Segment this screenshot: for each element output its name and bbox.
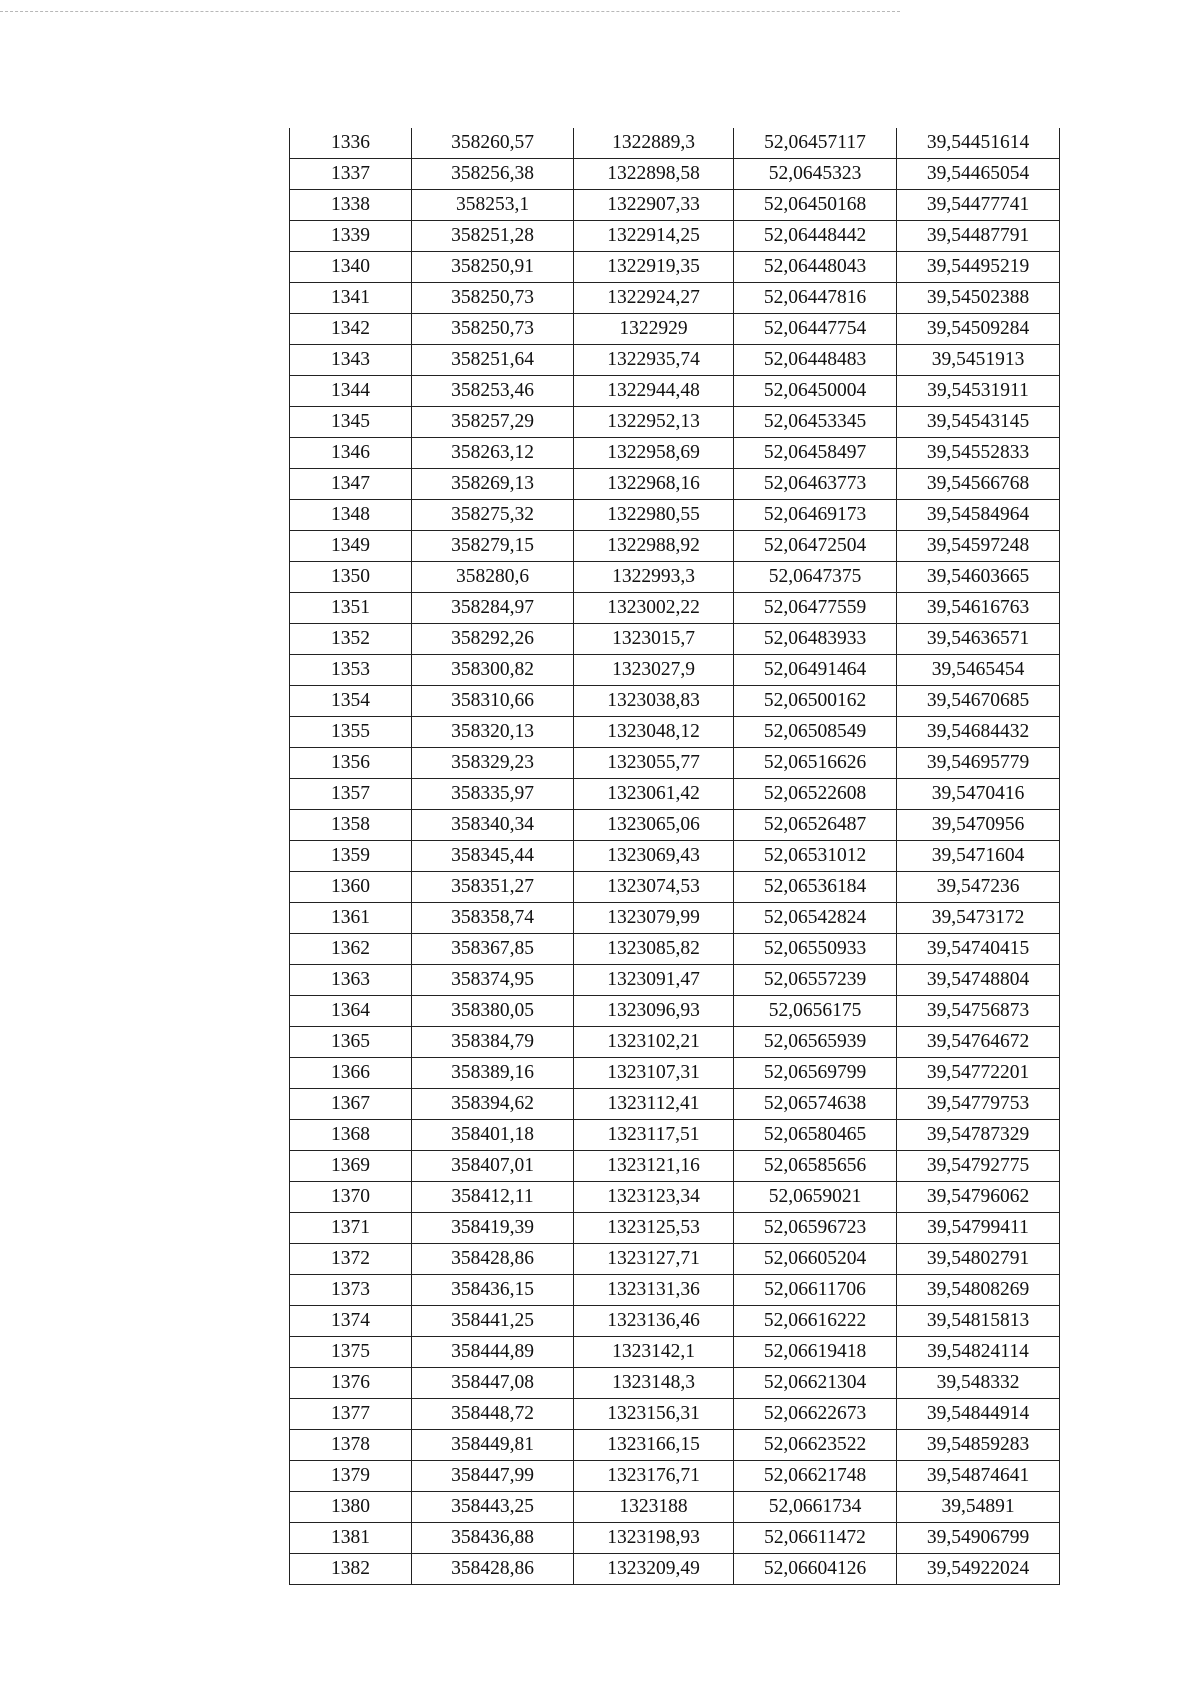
point-number-cell: 1362 bbox=[290, 934, 412, 965]
table-row bbox=[290, 407, 1060, 438]
table-row bbox=[290, 686, 1060, 717]
x-coordinate-cell: 358253,46 bbox=[412, 376, 574, 407]
latitude-cell: 52,06621304 bbox=[734, 1368, 897, 1399]
point-number-cell: 1341 bbox=[290, 283, 412, 314]
coordinates-table bbox=[289, 128, 1060, 1585]
latitude-cell: 52,06557239 bbox=[734, 965, 897, 996]
x-coordinate-cell: 358389,16 bbox=[412, 1058, 574, 1089]
latitude-cell: 52,0659021 bbox=[734, 1182, 897, 1213]
y-coordinate-cell: 1322919,35 bbox=[574, 252, 734, 283]
table-row bbox=[290, 376, 1060, 407]
table-row bbox=[290, 779, 1060, 810]
latitude-cell: 52,06516626 bbox=[734, 748, 897, 779]
longitude-cell: 39,54603665 bbox=[897, 562, 1060, 593]
table-row bbox=[290, 438, 1060, 469]
x-coordinate-cell: 358253,1 bbox=[412, 190, 574, 221]
x-coordinate-cell: 358280,6 bbox=[412, 562, 574, 593]
point-number-cell: 1344 bbox=[290, 376, 412, 407]
x-coordinate-cell: 358250,73 bbox=[412, 314, 574, 345]
table-row bbox=[290, 283, 1060, 314]
y-coordinate-cell: 1322929 bbox=[574, 314, 734, 345]
y-coordinate-cell: 1323176,71 bbox=[574, 1461, 734, 1492]
point-number-cell: 1355 bbox=[290, 717, 412, 748]
longitude-cell: 39,54695779 bbox=[897, 748, 1060, 779]
x-coordinate-cell: 358428,86 bbox=[412, 1554, 574, 1585]
longitude-cell: 39,54796062 bbox=[897, 1182, 1060, 1213]
x-coordinate-cell: 358380,05 bbox=[412, 996, 574, 1027]
point-number-cell: 1374 bbox=[290, 1306, 412, 1337]
x-coordinate-cell: 358279,15 bbox=[412, 531, 574, 562]
point-number-cell: 1361 bbox=[290, 903, 412, 934]
point-number-cell: 1369 bbox=[290, 1151, 412, 1182]
point-number-cell: 1353 bbox=[290, 655, 412, 686]
table-row bbox=[290, 841, 1060, 872]
y-coordinate-cell: 1323117,51 bbox=[574, 1120, 734, 1151]
table-row bbox=[290, 159, 1060, 190]
x-coordinate-cell: 358394,62 bbox=[412, 1089, 574, 1120]
point-number-cell: 1360 bbox=[290, 872, 412, 903]
x-coordinate-cell: 358329,23 bbox=[412, 748, 574, 779]
y-coordinate-cell: 1323107,31 bbox=[574, 1058, 734, 1089]
x-coordinate-cell: 358447,99 bbox=[412, 1461, 574, 1492]
longitude-cell: 39,54874641 bbox=[897, 1461, 1060, 1492]
y-coordinate-cell: 1323069,43 bbox=[574, 841, 734, 872]
point-number-cell: 1337 bbox=[290, 159, 412, 190]
latitude-cell: 52,06448483 bbox=[734, 345, 897, 376]
table-row bbox=[290, 965, 1060, 996]
table-row bbox=[290, 562, 1060, 593]
table-row bbox=[290, 810, 1060, 841]
point-number-cell: 1372 bbox=[290, 1244, 412, 1275]
y-coordinate-cell: 1322980,55 bbox=[574, 500, 734, 531]
x-coordinate-cell: 358310,66 bbox=[412, 686, 574, 717]
longitude-cell: 39,54531911 bbox=[897, 376, 1060, 407]
longitude-cell: 39,54740415 bbox=[897, 934, 1060, 965]
longitude-cell: 39,54477741 bbox=[897, 190, 1060, 221]
longitude-cell: 39,54792775 bbox=[897, 1151, 1060, 1182]
y-coordinate-cell: 1322914,25 bbox=[574, 221, 734, 252]
longitude-cell: 39,54922024 bbox=[897, 1554, 1060, 1585]
x-coordinate-cell: 358250,91 bbox=[412, 252, 574, 283]
table-row bbox=[290, 1306, 1060, 1337]
y-coordinate-cell: 1322958,69 bbox=[574, 438, 734, 469]
point-number-cell: 1345 bbox=[290, 407, 412, 438]
table-row bbox=[290, 221, 1060, 252]
longitude-cell: 39,54824114 bbox=[897, 1337, 1060, 1368]
point-number-cell: 1371 bbox=[290, 1213, 412, 1244]
point-number-cell: 1364 bbox=[290, 996, 412, 1027]
x-coordinate-cell: 358384,79 bbox=[412, 1027, 574, 1058]
table-row bbox=[290, 500, 1060, 531]
x-coordinate-cell: 358436,88 bbox=[412, 1523, 574, 1554]
latitude-cell: 52,06472504 bbox=[734, 531, 897, 562]
x-coordinate-cell: 358443,25 bbox=[412, 1492, 574, 1523]
x-coordinate-cell: 358367,85 bbox=[412, 934, 574, 965]
x-coordinate-cell: 358444,89 bbox=[412, 1337, 574, 1368]
point-number-cell: 1350 bbox=[290, 562, 412, 593]
latitude-cell: 52,06448442 bbox=[734, 221, 897, 252]
x-coordinate-cell: 358407,01 bbox=[412, 1151, 574, 1182]
table-row bbox=[290, 1430, 1060, 1461]
x-coordinate-cell: 358358,74 bbox=[412, 903, 574, 934]
longitude-cell: 39,54584964 bbox=[897, 500, 1060, 531]
x-coordinate-cell: 358251,28 bbox=[412, 221, 574, 252]
table-row bbox=[290, 1523, 1060, 1554]
latitude-cell: 52,06491464 bbox=[734, 655, 897, 686]
latitude-cell: 52,06604126 bbox=[734, 1554, 897, 1585]
table-row bbox=[290, 1244, 1060, 1275]
latitude-cell: 52,06580465 bbox=[734, 1120, 897, 1151]
x-coordinate-cell: 358345,44 bbox=[412, 841, 574, 872]
longitude-cell: 39,54566768 bbox=[897, 469, 1060, 500]
latitude-cell: 52,06611706 bbox=[734, 1275, 897, 1306]
x-coordinate-cell: 358340,34 bbox=[412, 810, 574, 841]
table-row bbox=[290, 1399, 1060, 1430]
longitude-cell: 39,54684432 bbox=[897, 717, 1060, 748]
x-coordinate-cell: 358449,81 bbox=[412, 1430, 574, 1461]
latitude-cell: 52,06526487 bbox=[734, 810, 897, 841]
longitude-cell: 39,54764672 bbox=[897, 1027, 1060, 1058]
table-row bbox=[290, 1120, 1060, 1151]
y-coordinate-cell: 1323027,9 bbox=[574, 655, 734, 686]
latitude-cell: 52,06536184 bbox=[734, 872, 897, 903]
latitude-cell: 52,06450168 bbox=[734, 190, 897, 221]
y-coordinate-cell: 1322898,58 bbox=[574, 159, 734, 190]
table-row bbox=[290, 934, 1060, 965]
y-coordinate-cell: 1323091,47 bbox=[574, 965, 734, 996]
point-number-cell: 1349 bbox=[290, 531, 412, 562]
table-row bbox=[290, 1213, 1060, 1244]
table-row bbox=[290, 1461, 1060, 1492]
table-row bbox=[290, 190, 1060, 221]
x-coordinate-cell: 358300,82 bbox=[412, 655, 574, 686]
table-row bbox=[290, 593, 1060, 624]
longitude-cell: 39,54799411 bbox=[897, 1213, 1060, 1244]
y-coordinate-cell: 1323188 bbox=[574, 1492, 734, 1523]
y-coordinate-cell: 1323055,77 bbox=[574, 748, 734, 779]
point-number-cell: 1376 bbox=[290, 1368, 412, 1399]
point-number-cell: 1356 bbox=[290, 748, 412, 779]
table-row bbox=[290, 345, 1060, 376]
longitude-cell: 39,54748804 bbox=[897, 965, 1060, 996]
table-row bbox=[290, 252, 1060, 283]
table-row bbox=[290, 717, 1060, 748]
latitude-cell: 52,06622673 bbox=[734, 1399, 897, 1430]
table-row bbox=[290, 1027, 1060, 1058]
point-number-cell: 1343 bbox=[290, 345, 412, 376]
x-coordinate-cell: 358374,95 bbox=[412, 965, 574, 996]
table-row bbox=[290, 996, 1060, 1027]
x-coordinate-cell: 358335,97 bbox=[412, 779, 574, 810]
point-number-cell: 1340 bbox=[290, 252, 412, 283]
longitude-cell: 39,54756873 bbox=[897, 996, 1060, 1027]
longitude-cell: 39,54495219 bbox=[897, 252, 1060, 283]
y-coordinate-cell: 1323198,93 bbox=[574, 1523, 734, 1554]
table-row bbox=[290, 748, 1060, 779]
x-coordinate-cell: 358256,38 bbox=[412, 159, 574, 190]
point-number-cell: 1342 bbox=[290, 314, 412, 345]
table-row bbox=[290, 1182, 1060, 1213]
longitude-cell: 39,5465454 bbox=[897, 655, 1060, 686]
y-coordinate-cell: 1323085,82 bbox=[574, 934, 734, 965]
longitude-cell: 39,54509284 bbox=[897, 314, 1060, 345]
latitude-cell: 52,06469173 bbox=[734, 500, 897, 531]
longitude-cell: 39,54451614 bbox=[897, 128, 1060, 159]
y-coordinate-cell: 1323074,53 bbox=[574, 872, 734, 903]
longitude-cell: 39,54597248 bbox=[897, 531, 1060, 562]
latitude-cell: 52,06483933 bbox=[734, 624, 897, 655]
y-coordinate-cell: 1322993,3 bbox=[574, 562, 734, 593]
table-row bbox=[290, 531, 1060, 562]
longitude-cell: 39,54815813 bbox=[897, 1306, 1060, 1337]
latitude-cell: 52,06569799 bbox=[734, 1058, 897, 1089]
latitude-cell: 52,06550933 bbox=[734, 934, 897, 965]
point-number-cell: 1378 bbox=[290, 1430, 412, 1461]
point-number-cell: 1375 bbox=[290, 1337, 412, 1368]
point-number-cell: 1338 bbox=[290, 190, 412, 221]
latitude-cell: 52,06450004 bbox=[734, 376, 897, 407]
longitude-cell: 39,54906799 bbox=[897, 1523, 1060, 1554]
x-coordinate-cell: 358250,73 bbox=[412, 283, 574, 314]
x-coordinate-cell: 358447,08 bbox=[412, 1368, 574, 1399]
y-coordinate-cell: 1323127,71 bbox=[574, 1244, 734, 1275]
y-coordinate-cell: 1323166,15 bbox=[574, 1430, 734, 1461]
latitude-cell: 52,0661734 bbox=[734, 1492, 897, 1523]
point-number-cell: 1377 bbox=[290, 1399, 412, 1430]
point-number-cell: 1368 bbox=[290, 1120, 412, 1151]
y-coordinate-cell: 1322924,27 bbox=[574, 283, 734, 314]
point-number-cell: 1346 bbox=[290, 438, 412, 469]
x-coordinate-cell: 358251,64 bbox=[412, 345, 574, 376]
longitude-cell: 39,54616763 bbox=[897, 593, 1060, 624]
scan-edge-line bbox=[0, 11, 900, 12]
y-coordinate-cell: 1323142,1 bbox=[574, 1337, 734, 1368]
point-number-cell: 1352 bbox=[290, 624, 412, 655]
latitude-cell: 52,06605204 bbox=[734, 1244, 897, 1275]
point-number-cell: 1347 bbox=[290, 469, 412, 500]
longitude-cell: 39,54802791 bbox=[897, 1244, 1060, 1275]
x-coordinate-cell: 358284,97 bbox=[412, 593, 574, 624]
longitude-cell: 39,5451913 bbox=[897, 345, 1060, 376]
x-coordinate-cell: 358412,11 bbox=[412, 1182, 574, 1213]
longitude-cell: 39,54779753 bbox=[897, 1089, 1060, 1120]
y-coordinate-cell: 1323123,34 bbox=[574, 1182, 734, 1213]
y-coordinate-cell: 1323209,49 bbox=[574, 1554, 734, 1585]
latitude-cell: 52,06447754 bbox=[734, 314, 897, 345]
longitude-cell: 39,54772201 bbox=[897, 1058, 1060, 1089]
point-number-cell: 1373 bbox=[290, 1275, 412, 1306]
y-coordinate-cell: 1323156,31 bbox=[574, 1399, 734, 1430]
longitude-cell: 39,5470956 bbox=[897, 810, 1060, 841]
y-coordinate-cell: 1322889,3 bbox=[574, 128, 734, 159]
longitude-cell: 39,5473172 bbox=[897, 903, 1060, 934]
latitude-cell: 52,06448043 bbox=[734, 252, 897, 283]
x-coordinate-cell: 358448,72 bbox=[412, 1399, 574, 1430]
x-coordinate-cell: 358441,25 bbox=[412, 1306, 574, 1337]
coordinates-table-body bbox=[290, 128, 1060, 1585]
latitude-cell: 52,06458497 bbox=[734, 438, 897, 469]
y-coordinate-cell: 1323079,99 bbox=[574, 903, 734, 934]
latitude-cell: 52,06447816 bbox=[734, 283, 897, 314]
x-coordinate-cell: 358257,29 bbox=[412, 407, 574, 438]
y-coordinate-cell: 1323015,7 bbox=[574, 624, 734, 655]
point-number-cell: 1367 bbox=[290, 1089, 412, 1120]
x-coordinate-cell: 358436,15 bbox=[412, 1275, 574, 1306]
x-coordinate-cell: 358260,57 bbox=[412, 128, 574, 159]
longitude-cell: 39,54502388 bbox=[897, 283, 1060, 314]
point-number-cell: 1366 bbox=[290, 1058, 412, 1089]
longitude-cell: 39,5470416 bbox=[897, 779, 1060, 810]
longitude-cell: 39,54891 bbox=[897, 1492, 1060, 1523]
y-coordinate-cell: 1323065,06 bbox=[574, 810, 734, 841]
y-coordinate-cell: 1323002,22 bbox=[574, 593, 734, 624]
point-number-cell: 1357 bbox=[290, 779, 412, 810]
longitude-cell: 39,54859283 bbox=[897, 1430, 1060, 1461]
latitude-cell: 52,06623522 bbox=[734, 1430, 897, 1461]
latitude-cell: 52,06619418 bbox=[734, 1337, 897, 1368]
x-coordinate-cell: 358263,12 bbox=[412, 438, 574, 469]
y-coordinate-cell: 1323131,36 bbox=[574, 1275, 734, 1306]
point-number-cell: 1380 bbox=[290, 1492, 412, 1523]
point-number-cell: 1354 bbox=[290, 686, 412, 717]
latitude-cell: 52,06565939 bbox=[734, 1027, 897, 1058]
latitude-cell: 52,0647375 bbox=[734, 562, 897, 593]
y-coordinate-cell: 1323136,46 bbox=[574, 1306, 734, 1337]
x-coordinate-cell: 358419,39 bbox=[412, 1213, 574, 1244]
longitude-cell: 39,54787329 bbox=[897, 1120, 1060, 1151]
longitude-cell: 39,54844914 bbox=[897, 1399, 1060, 1430]
table-row bbox=[290, 469, 1060, 500]
longitude-cell: 39,5471604 bbox=[897, 841, 1060, 872]
point-number-cell: 1379 bbox=[290, 1461, 412, 1492]
latitude-cell: 52,06453345 bbox=[734, 407, 897, 438]
table-row bbox=[290, 1058, 1060, 1089]
y-coordinate-cell: 1323061,42 bbox=[574, 779, 734, 810]
point-number-cell: 1381 bbox=[290, 1523, 412, 1554]
y-coordinate-cell: 1323048,12 bbox=[574, 717, 734, 748]
table-row bbox=[290, 1151, 1060, 1182]
longitude-cell: 39,54543145 bbox=[897, 407, 1060, 438]
table-row bbox=[290, 1492, 1060, 1523]
y-coordinate-cell: 1323125,53 bbox=[574, 1213, 734, 1244]
longitude-cell: 39,547236 bbox=[897, 872, 1060, 903]
y-coordinate-cell: 1322907,33 bbox=[574, 190, 734, 221]
latitude-cell: 52,06542824 bbox=[734, 903, 897, 934]
coordinates-table-container bbox=[289, 128, 1060, 1585]
table-row bbox=[290, 903, 1060, 934]
table-row bbox=[290, 128, 1060, 159]
point-number-cell: 1365 bbox=[290, 1027, 412, 1058]
latitude-cell: 52,0645323 bbox=[734, 159, 897, 190]
latitude-cell: 52,06477559 bbox=[734, 593, 897, 624]
point-number-cell: 1336 bbox=[290, 128, 412, 159]
point-number-cell: 1351 bbox=[290, 593, 412, 624]
latitude-cell: 52,06500162 bbox=[734, 686, 897, 717]
latitude-cell: 52,06463773 bbox=[734, 469, 897, 500]
x-coordinate-cell: 358292,26 bbox=[412, 624, 574, 655]
table-row bbox=[290, 655, 1060, 686]
x-coordinate-cell: 358275,32 bbox=[412, 500, 574, 531]
table-row bbox=[290, 872, 1060, 903]
longitude-cell: 39,54465054 bbox=[897, 159, 1060, 190]
point-number-cell: 1348 bbox=[290, 500, 412, 531]
x-coordinate-cell: 358428,86 bbox=[412, 1244, 574, 1275]
longitude-cell: 39,54636571 bbox=[897, 624, 1060, 655]
x-coordinate-cell: 358269,13 bbox=[412, 469, 574, 500]
point-number-cell: 1339 bbox=[290, 221, 412, 252]
y-coordinate-cell: 1323096,93 bbox=[574, 996, 734, 1027]
y-coordinate-cell: 1322952,13 bbox=[574, 407, 734, 438]
y-coordinate-cell: 1323038,83 bbox=[574, 686, 734, 717]
latitude-cell: 52,06616222 bbox=[734, 1306, 897, 1337]
point-number-cell: 1382 bbox=[290, 1554, 412, 1585]
latitude-cell: 52,0656175 bbox=[734, 996, 897, 1027]
table-row bbox=[290, 1089, 1060, 1120]
y-coordinate-cell: 1323121,16 bbox=[574, 1151, 734, 1182]
latitude-cell: 52,06531012 bbox=[734, 841, 897, 872]
table-row bbox=[290, 1337, 1060, 1368]
latitude-cell: 52,06522608 bbox=[734, 779, 897, 810]
y-coordinate-cell: 1322988,92 bbox=[574, 531, 734, 562]
longitude-cell: 39,54808269 bbox=[897, 1275, 1060, 1306]
y-coordinate-cell: 1322935,74 bbox=[574, 345, 734, 376]
y-coordinate-cell: 1323148,3 bbox=[574, 1368, 734, 1399]
x-coordinate-cell: 358320,13 bbox=[412, 717, 574, 748]
point-number-cell: 1358 bbox=[290, 810, 412, 841]
latitude-cell: 52,06574638 bbox=[734, 1089, 897, 1120]
x-coordinate-cell: 358401,18 bbox=[412, 1120, 574, 1151]
table-row bbox=[290, 624, 1060, 655]
latitude-cell: 52,06596723 bbox=[734, 1213, 897, 1244]
y-coordinate-cell: 1323102,21 bbox=[574, 1027, 734, 1058]
y-coordinate-cell: 1323112,41 bbox=[574, 1089, 734, 1120]
table-row bbox=[290, 1554, 1060, 1585]
point-number-cell: 1359 bbox=[290, 841, 412, 872]
point-number-cell: 1370 bbox=[290, 1182, 412, 1213]
longitude-cell: 39,548332 bbox=[897, 1368, 1060, 1399]
longitude-cell: 39,54670685 bbox=[897, 686, 1060, 717]
longitude-cell: 39,54552833 bbox=[897, 438, 1060, 469]
y-coordinate-cell: 1322968,16 bbox=[574, 469, 734, 500]
y-coordinate-cell: 1322944,48 bbox=[574, 376, 734, 407]
longitude-cell: 39,54487791 bbox=[897, 221, 1060, 252]
latitude-cell: 52,06457117 bbox=[734, 128, 897, 159]
latitude-cell: 52,06508549 bbox=[734, 717, 897, 748]
table-row bbox=[290, 1368, 1060, 1399]
latitude-cell: 52,06621748 bbox=[734, 1461, 897, 1492]
latitude-cell: 52,06611472 bbox=[734, 1523, 897, 1554]
latitude-cell: 52,06585656 bbox=[734, 1151, 897, 1182]
table-row bbox=[290, 314, 1060, 345]
point-number-cell: 1363 bbox=[290, 965, 412, 996]
x-coordinate-cell: 358351,27 bbox=[412, 872, 574, 903]
table-row bbox=[290, 1275, 1060, 1306]
